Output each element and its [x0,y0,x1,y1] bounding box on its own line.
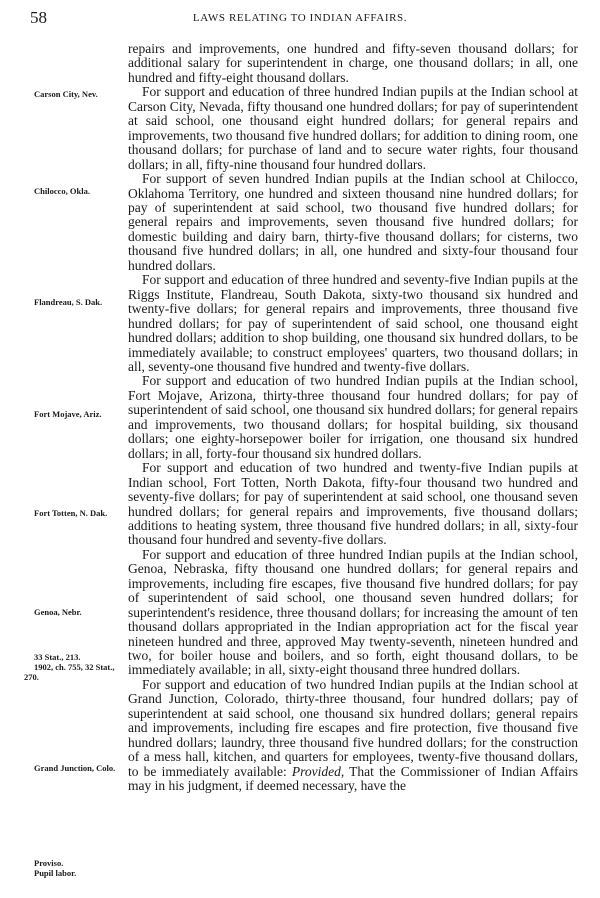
margin-note-flandreau: Flandreau, S. Dak. [34,297,103,307]
margin-note-stat-270: 270. [24,672,39,682]
paragraph-flandreau: For support and education of three hundred and seventy-five Indian pupils at the Riggs Institute, Flandreau, South Dakota, sixty-two thousand six hundred and twenty-five dollars; for general repairs and improvements, three thousand five hundred dollars; for pay of superintendent of said school, one thousand eight hundred dollars; addition to shop building, one thousand six hundred dollars, to be immediately available; to construct employees' quarters, two thousand dollars; in all, seventy-one thousand five hundred and twenty-five dollars. [128,272,578,374]
margin-note-carson-city: Carson City, Nev. [34,89,98,99]
margin-note-pupil-labor: Pupil labor. [34,868,77,878]
running-title: LAWS RELATING TO INDIAN AFFAIRS. [192,12,408,24]
margin-note-genoa: Genoa, Nebr. [34,607,82,617]
paragraph-grand-junction [128,678,578,794]
paragraph-chilocco: For support of seven hundred Indian pupils at the Indian school at Chilocco, Oklahoma Territory, one hundred and sixteen thousand nine hundred dollars; for pay of superintendent at said school, two thousand five hundred dollars; for general repairs and improvements, seven thousand five hundred dollars; for domestic building and dairy barn, thirty-five thousand dollars; for cisterns, two thousand five hundred dollars; in all, one hundred and sixty-four thousand four hundred dollars. [128,171,578,273]
paragraph-genoa: For support and education of three hundred Indian pupils at the Indian school, Genoa, Nebraska, fifty thousand one hundred dollars; for general repairs and improvements, including fire escapes, five thousand five hundred dollars; for pay of superintendent of said school, one thousand seven hundred dollars; for superintendent's residence, three thousand dollars; for increasing the amount of ten thousand dollars appropriated in the Indian appropriation act for the fiscal year nineteen hundred and three, approved May twenty-seventh, nineteen hundred and two, for boiler house and boilers, and so forth, eight thousand dollars, to be immediately available; in all, sixty-eight thousand three hundred dollars. [128,546,578,678]
page-header [0,8,600,30]
paragraph-fort-totten: For support and education of two hundred and twenty-five Indian pupils at Indian school, Fort Totten, North Dakota, fifty-four thousand two hundred and seventy-five dollars; for pay of superintendent at said school, one thousand seven hundred dollars; for general repairs and improvements, five thousand dollars; additions to heating system, three thousand five hundred dollars; in all, sixty-four thousand four hundred and seventy-five dollars. [128,460,578,548]
margin-note-fort-totten: Fort Totten, N. Dak. [34,508,108,518]
paragraph-fort-mojave: For support and education of two hundred Indian pupils at the Indian school, Fort Mojave, Arizona, thirty-three thousand four hundred dollars; for pay of superintendent of said school, one thousand six hundred dollars; for general repairs and improvements, two thousand dollars; for hospital building, six thousand dollars; one eighty-horsepower boiler for irrigation, one thousand six hundred dollars; in all, forty-four thousand six hundred dollars. [128,373,578,461]
proviso-text: That the Commissioner of Indian Affairs may in his judgment, if deemed necessary, have the [128,763,578,794]
margin-note-stat-1902: 1902, ch. 755, 32 Stat., [34,662,115,672]
paragraph-continuation: repairs and improvements, one hundred and fifty-seven thousand dollars; for additional salary for superintendent in charge, one thousand dollars; in all, one hundred and fifty-eight thousand dollars. [128,41,578,85]
margin-note-proviso: Proviso. [34,858,64,868]
proviso-word: Provided, [291,763,345,779]
margin-note-stat-33: 33 Stat., 213. [34,652,81,662]
body-text [128,42,578,794]
grand-junction-text: For support and education of two hundred Indian pupils at the Indian school at Grand Junction, Colorado, thirty-three thousand, four hundred dollars; pay of superintendent at said school, one thousand six hundred dollars; general repairs and improvements, including fire escapes and fire protection, five thousand five hundred dollars; laundry, three thousand five hundred dollars; for the construction of a mess hall, kitchen, and quarters for employees, twenty-five thousand dollars, to be immediately available: [128,676,578,779]
margin-note-chilocco: Chilocco, Okla. [34,186,90,196]
paragraph-carson-city: For support and education of three hundred Indian pupils at the Indian school at Carson City, Nevada, fifty thousand one hundred dollars; for pay of superintendent at said school, one thousand eight hundred dollars; for general repairs and improvements, two thousand five hundred dollars; for addition to dining room, one thousand dollars; for purchase of land and to secure water rights, four thousand dollars; in all, fifty-nine thousand four hundred dollars. [128,84,578,172]
page-number: 58 [30,8,47,27]
margin-note-fort-mojave: Fort Mojave, Ariz. [34,409,102,419]
margin-note-grand-junction: Grand Junction, Colo. [34,763,116,773]
